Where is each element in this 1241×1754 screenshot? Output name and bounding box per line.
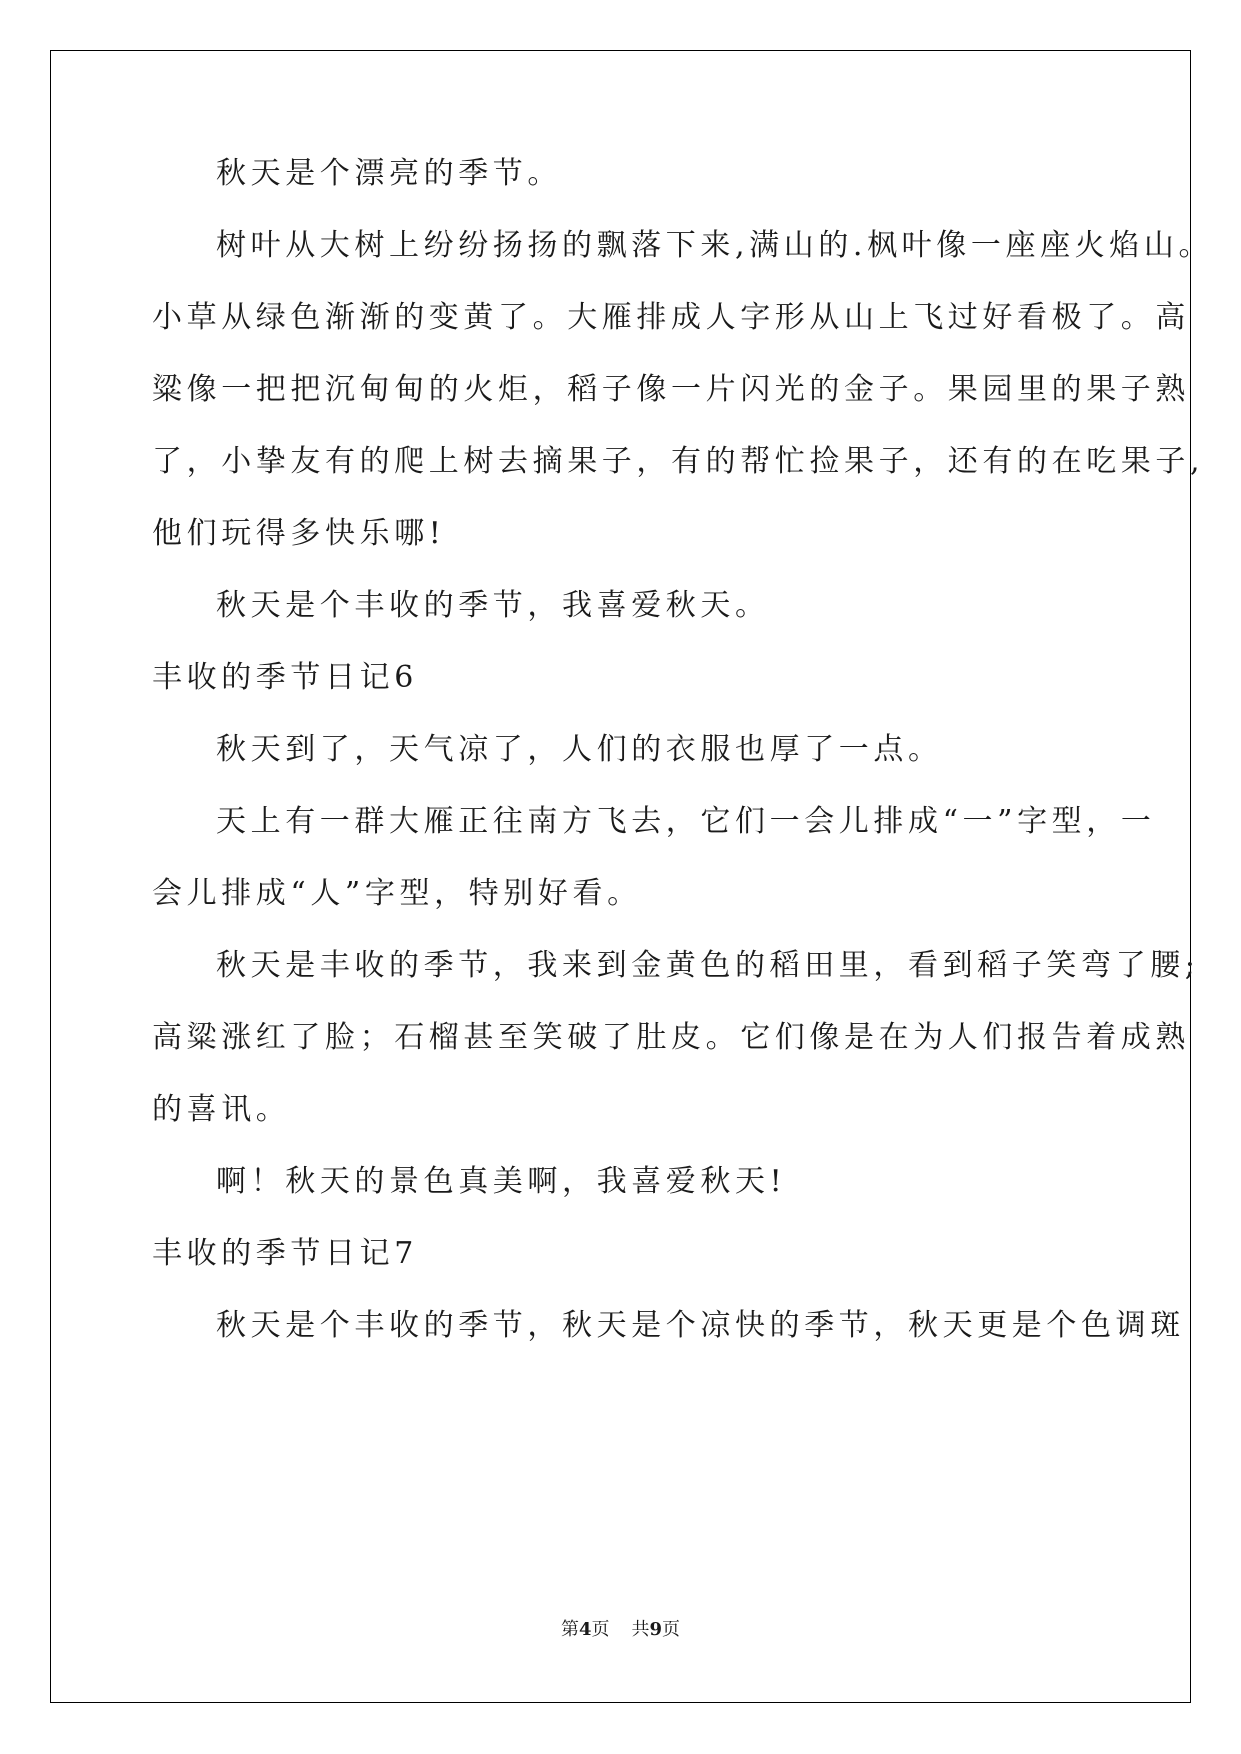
paragraph-line: 粱像一把把沉甸甸的火炬，稻子像一片闪光的金子。果园里的果子熟	[152, 372, 1190, 407]
paragraph-line: 秋天到了，天气凉了，人们的衣服也厚了一点。	[216, 732, 943, 767]
total-suffix: 页	[662, 1619, 681, 1640]
paragraph-line: 小草从绿色渐渐的变黄了。大雁排成人字形从山上飞过好看极了。高	[152, 300, 1190, 335]
total-prefix: 共	[631, 1619, 650, 1640]
section-heading: 丰收的季节日记6	[152, 660, 418, 695]
total-page-number: 9	[649, 1619, 663, 1640]
page-prefix: 第	[560, 1619, 579, 1640]
paragraph-line: 树叶从大树上纷纷扬扬的飘落下来,满山的.枫叶像一座座火焰山。	[216, 228, 1214, 263]
paragraph-line: 啊！秋天的景色真美啊，我喜爱秋天!	[216, 1164, 787, 1199]
page-suffix: 页	[591, 1619, 610, 1640]
paragraph-line: 秋天是个丰收的季节，秋天是个凉快的季节，秋天更是个色调斑	[216, 1308, 1185, 1343]
paragraph-line: 会儿排成“人”字型，特别好看。	[152, 876, 642, 911]
paragraph-line: 高粱涨红了脸；石榴甚至笑破了肚皮。它们像是在为人们报告着成熟	[152, 1020, 1190, 1055]
paragraph-line: 秋天是个丰收的季节，我喜爱秋天。	[216, 588, 770, 623]
paragraph-line: 天上有一群大雁正往南方飞去，它们一会儿排成“一”字型，一	[216, 804, 1156, 839]
paragraph-line: 他们玩得多快乐哪!	[152, 516, 446, 551]
paragraph-line: 了，小挚友有的爬上树去摘果子，有的帮忙捡果子，还有的在吃果子,	[152, 444, 1205, 479]
paragraph-line: 秋天是个漂亮的季节。	[216, 156, 562, 191]
page-footer	[0, 1618, 1241, 1642]
section-heading: 丰收的季节日记7	[152, 1236, 418, 1271]
current-page-number: 4	[578, 1619, 592, 1640]
paragraph-line: 秋天是丰收的季节，我来到金黄色的稻田里，看到稻子笑弯了腰;	[216, 948, 1200, 983]
paragraph-line: 的喜讯。	[152, 1092, 291, 1127]
